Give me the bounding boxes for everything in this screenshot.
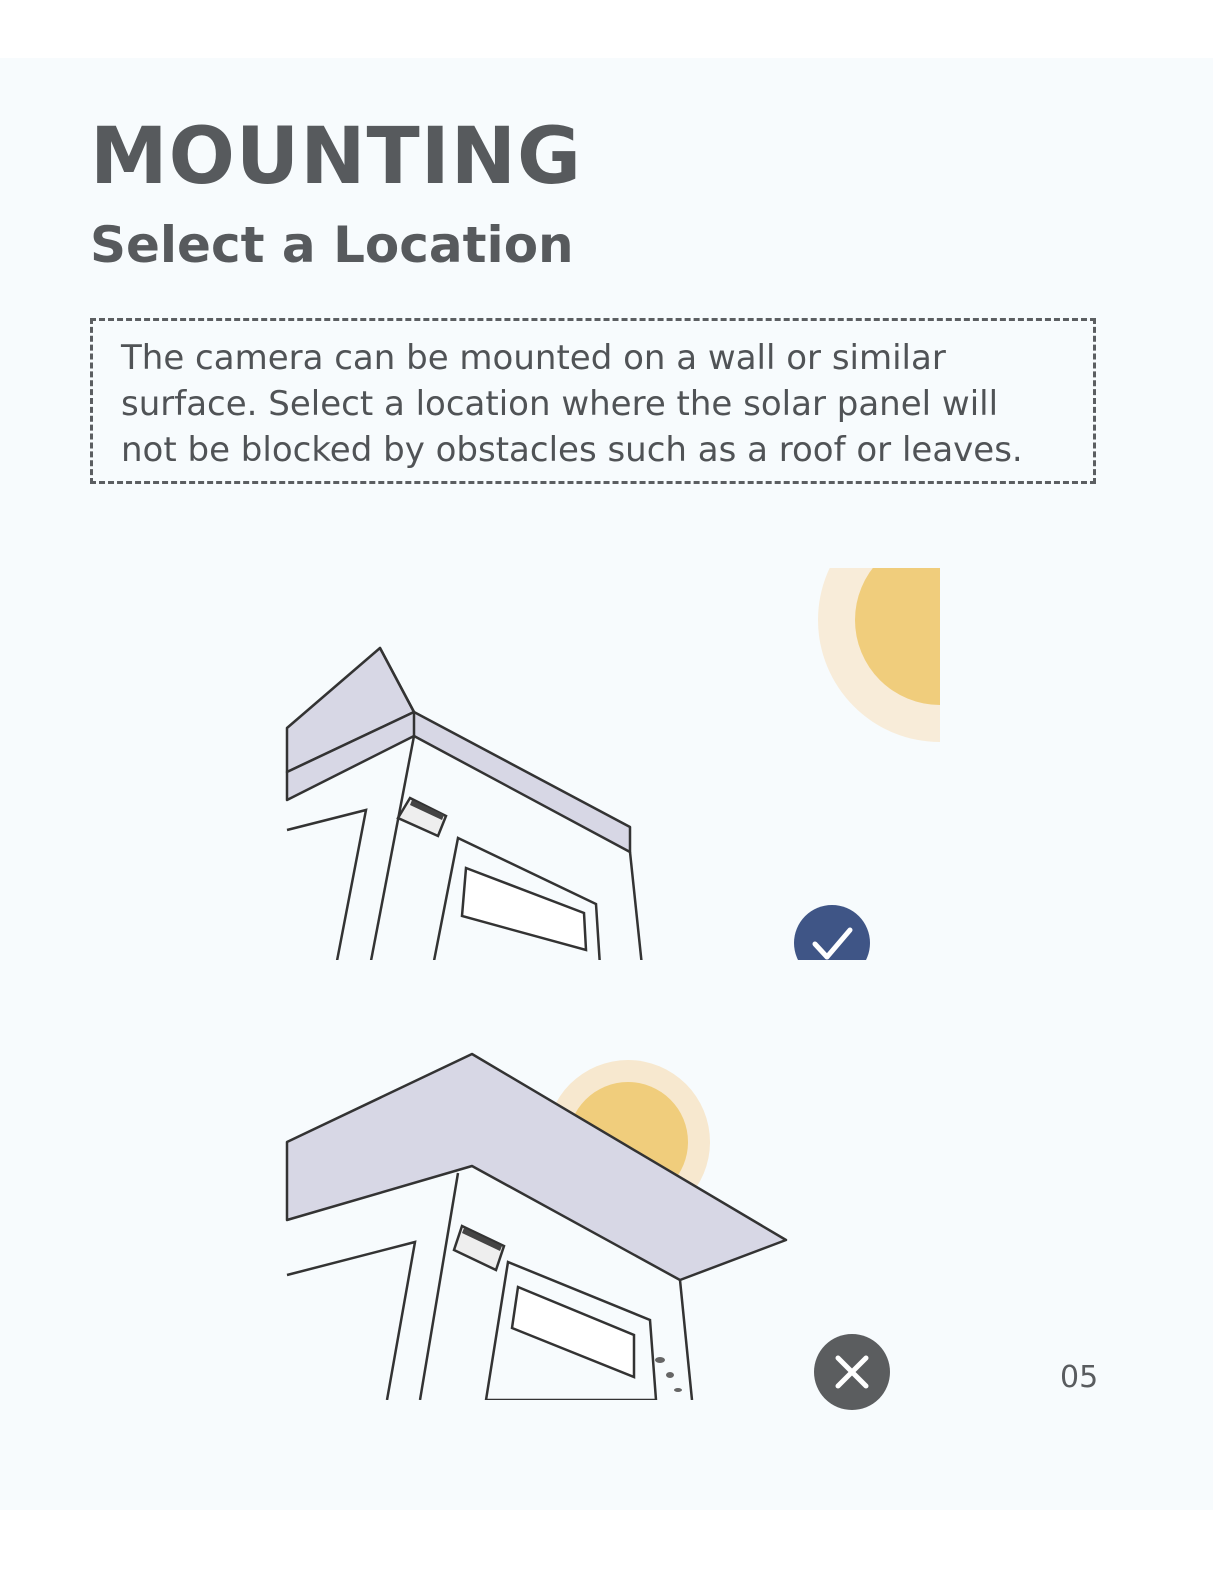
section-subtitle: Select a Location — [90, 216, 574, 274]
instruction-note-box — [90, 318, 1096, 484]
camera-device — [398, 798, 446, 836]
check-icon — [794, 905, 870, 960]
roof-shape — [287, 1054, 786, 1280]
page-number: 05 — [1060, 1360, 1099, 1395]
cross-icon — [814, 1334, 890, 1410]
instruction-note-text: The camera can be mounted on a wall or similar surface. Select a location where the solar panel will not be blocked by obstacles such as a roof or leaves. — [121, 338, 1023, 470]
roof-shape — [287, 648, 630, 852]
page-title: MOUNTING — [90, 112, 583, 202]
camera-device — [454, 1226, 504, 1270]
sun-icon — [810, 510, 970, 770]
incorrect-placement-illustration — [250, 970, 970, 1410]
correct-placement-illustration — [250, 510, 970, 960]
leaves-icon — [655, 1357, 682, 1392]
